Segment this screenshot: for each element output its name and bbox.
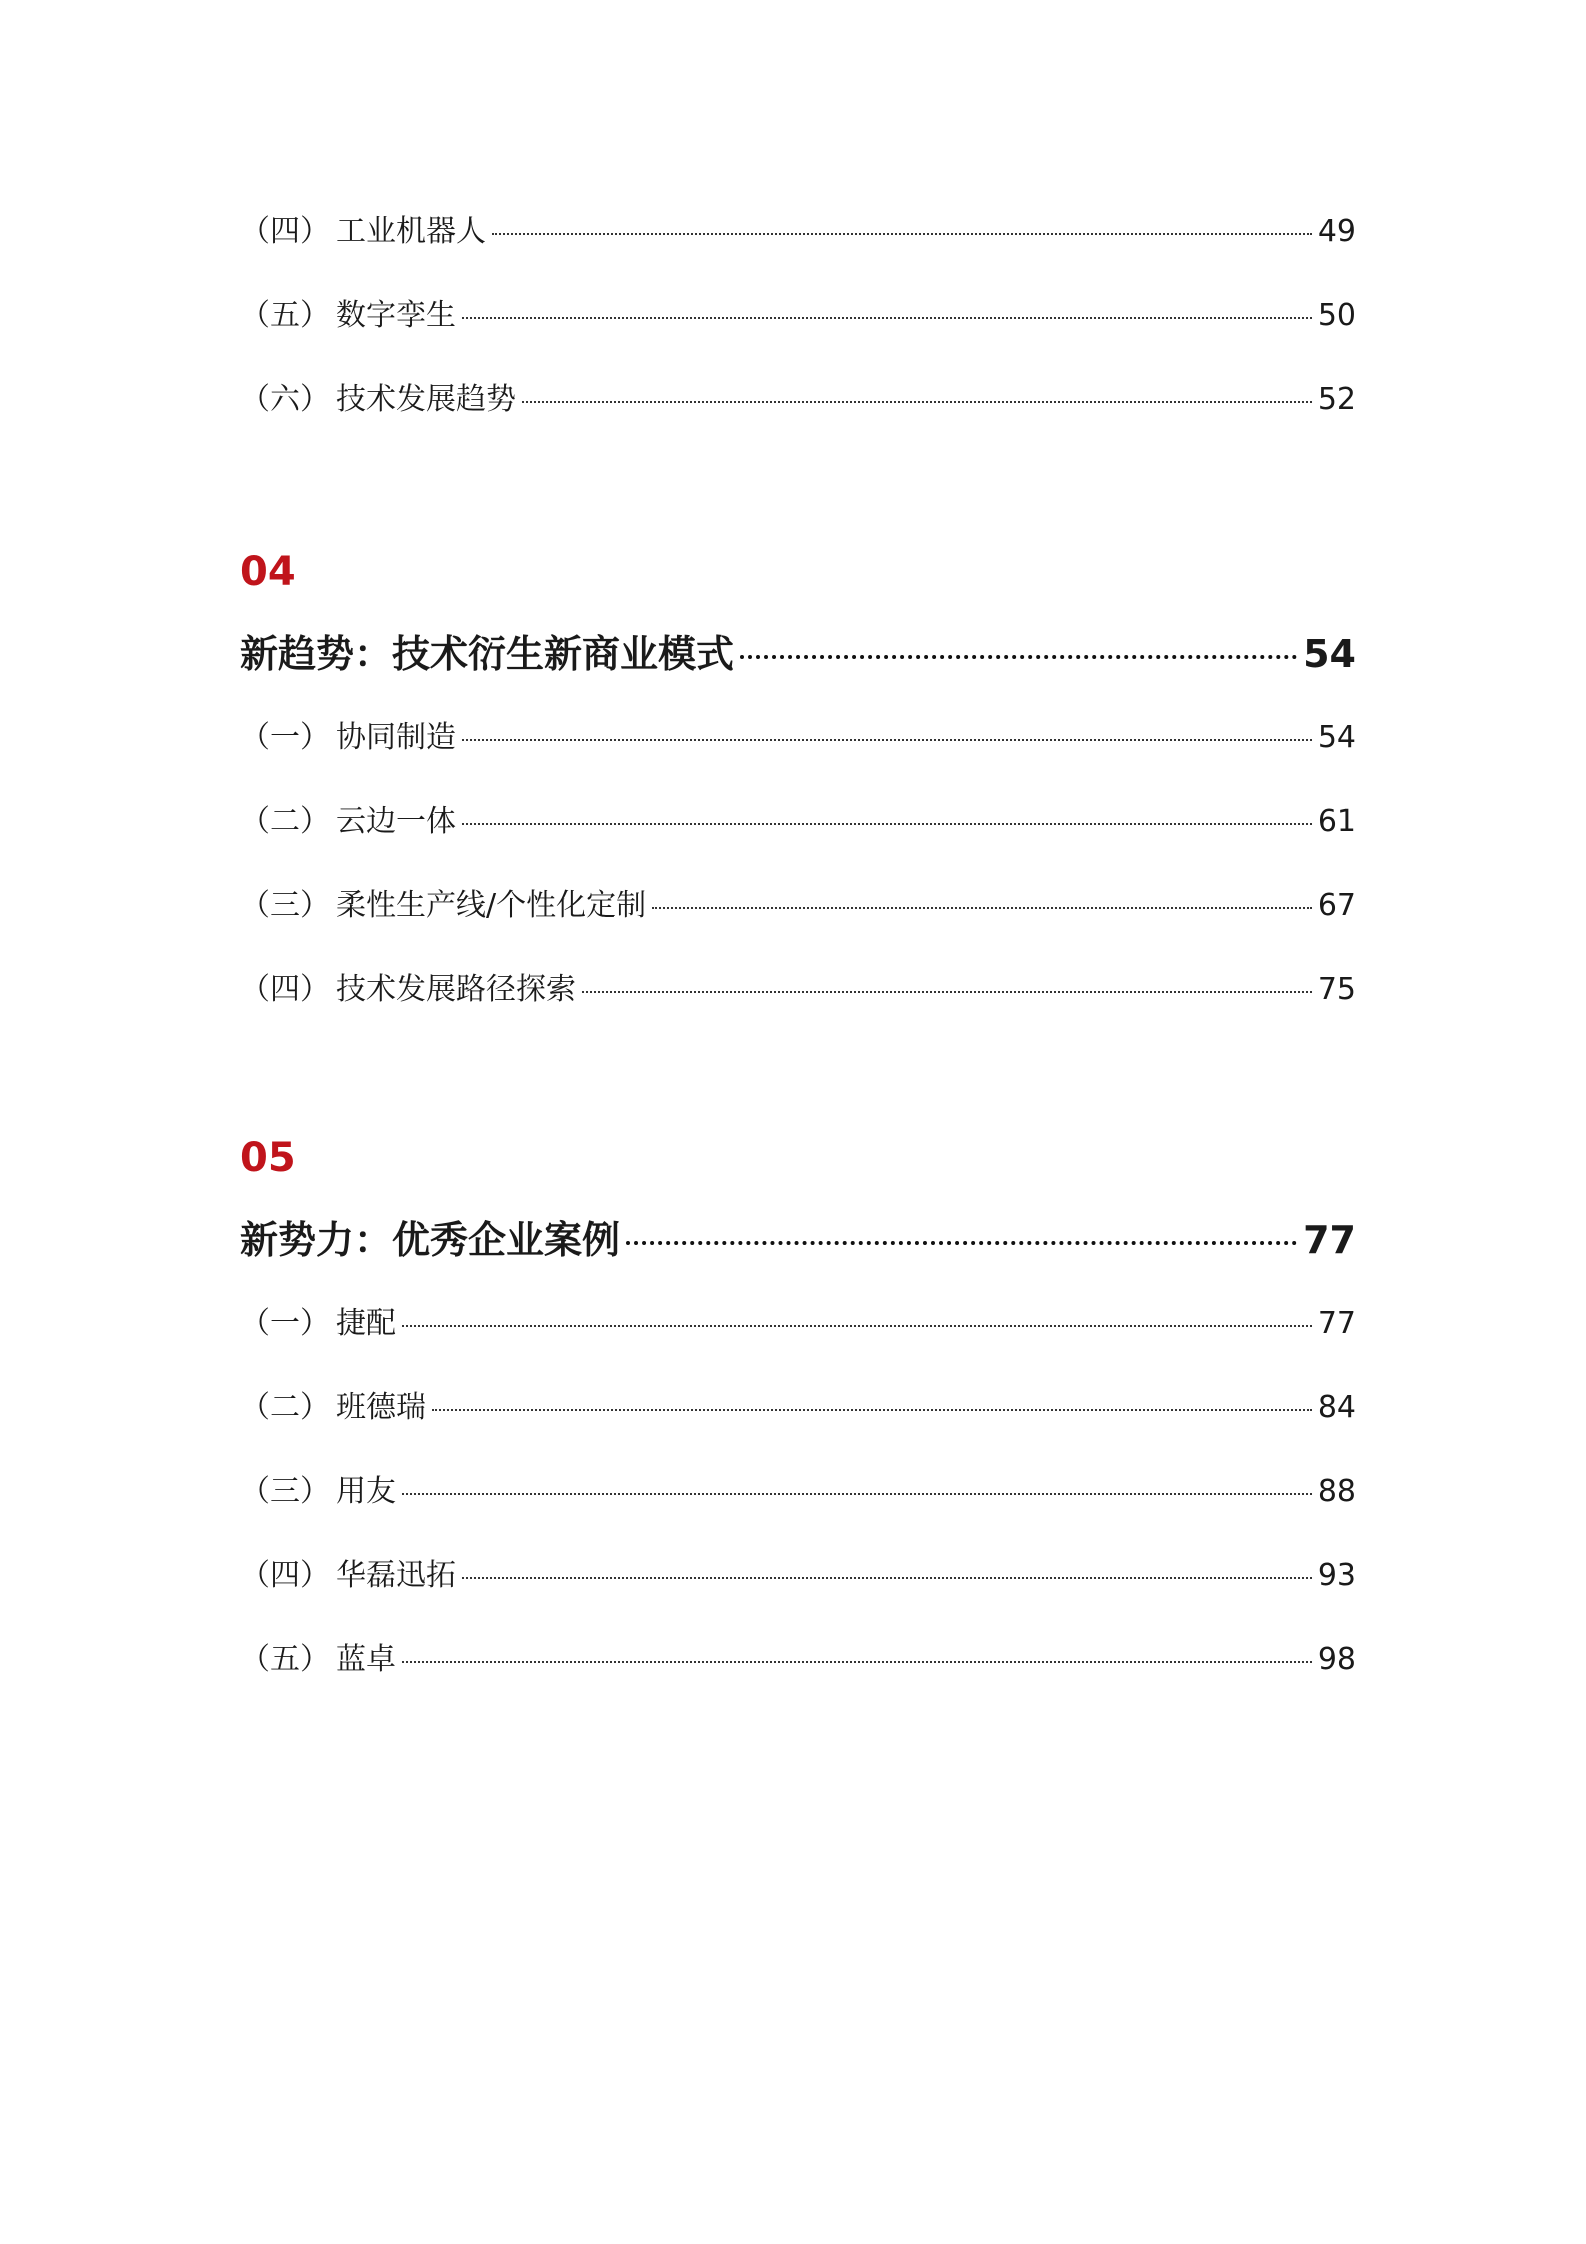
entry-title: 班德瑞 bbox=[336, 1390, 426, 1425]
entry-number: （四） bbox=[240, 1558, 330, 1593]
dot-leader bbox=[492, 233, 1312, 235]
toc-entry[interactable] bbox=[240, 970, 1356, 1010]
dot-leader bbox=[652, 907, 1312, 909]
toc-chapter-heading[interactable] bbox=[240, 630, 1356, 678]
entry-page: 93 bbox=[1317, 1558, 1356, 1593]
toc-entry[interactable] bbox=[240, 718, 1356, 758]
entry-number: （三） bbox=[240, 888, 330, 923]
toc-entry[interactable] bbox=[240, 1304, 1356, 1344]
entry-page: 50 bbox=[1317, 298, 1356, 333]
entry-number: （六） bbox=[240, 382, 330, 417]
entry-title: 技术发展趋势 bbox=[336, 382, 516, 417]
dot-leader bbox=[402, 1493, 1312, 1495]
entry-page: 84 bbox=[1317, 1390, 1356, 1425]
entry-number: （四） bbox=[240, 972, 330, 1007]
section-number: 04 bbox=[240, 549, 296, 595]
dot-leader bbox=[432, 1409, 1312, 1411]
entry-title: 协同制造 bbox=[336, 720, 456, 755]
entry-title: 华磊迅拓 bbox=[336, 1558, 456, 1593]
entry-number: （一） bbox=[240, 720, 330, 755]
chapter-title: 新势力：优秀企业案例 bbox=[240, 1218, 621, 1262]
entry-page: 75 bbox=[1317, 972, 1356, 1007]
toc-entry[interactable] bbox=[240, 802, 1356, 842]
dot-leader bbox=[402, 1325, 1312, 1327]
dot-leader bbox=[402, 1661, 1312, 1663]
entry-page: 61 bbox=[1317, 804, 1356, 839]
entry-page: 67 bbox=[1317, 888, 1356, 923]
chapter-title: 新趋势：技术衍生新商业模式 bbox=[240, 632, 735, 676]
entry-number: （一） bbox=[240, 1306, 330, 1341]
dot-leader bbox=[462, 317, 1312, 319]
dot-leader bbox=[740, 655, 1297, 659]
entry-page: 52 bbox=[1317, 382, 1356, 417]
entry-number: （二） bbox=[240, 804, 330, 839]
entry-title: 柔性生产线/个性化定制 bbox=[336, 888, 647, 923]
dot-leader bbox=[582, 991, 1312, 993]
entry-number: （二） bbox=[240, 1390, 330, 1425]
entry-number: （三） bbox=[240, 1474, 330, 1509]
chapter-page: 54 bbox=[1303, 632, 1356, 676]
dot-leader bbox=[522, 401, 1312, 403]
toc-entry[interactable] bbox=[240, 886, 1356, 926]
dot-leader bbox=[462, 739, 1312, 741]
entry-title: 用友 bbox=[336, 1474, 396, 1509]
toc-entry[interactable] bbox=[240, 296, 1356, 336]
toc-entry[interactable] bbox=[240, 1640, 1356, 1680]
toc-entry[interactable] bbox=[240, 1388, 1356, 1428]
toc-entry[interactable] bbox=[240, 212, 1356, 252]
entry-page: 88 bbox=[1317, 1474, 1356, 1509]
dot-leader bbox=[462, 823, 1312, 825]
entry-number: （五） bbox=[240, 1642, 330, 1677]
entry-title: 数字孪生 bbox=[336, 298, 456, 333]
dot-leader bbox=[462, 1577, 1312, 1579]
toc-entry[interactable] bbox=[240, 380, 1356, 420]
toc-entry[interactable] bbox=[240, 1472, 1356, 1512]
entry-title: 工业机器人 bbox=[336, 214, 486, 249]
entry-number: （五） bbox=[240, 298, 330, 333]
entry-page: 98 bbox=[1317, 1642, 1356, 1677]
entry-number: （四） bbox=[240, 214, 330, 249]
entry-title: 技术发展路径探索 bbox=[336, 972, 576, 1007]
entry-page: 54 bbox=[1317, 720, 1356, 755]
entry-title: 蓝卓 bbox=[336, 1642, 396, 1677]
entry-page: 49 bbox=[1317, 214, 1356, 249]
entry-title: 捷配 bbox=[336, 1306, 396, 1341]
chapter-page: 77 bbox=[1303, 1218, 1356, 1262]
toc-chapter-heading[interactable] bbox=[240, 1216, 1356, 1264]
toc-entry[interactable] bbox=[240, 1556, 1356, 1596]
dot-leader bbox=[626, 1241, 1297, 1245]
entry-title: 云边一体 bbox=[336, 804, 456, 839]
section-number: 05 bbox=[240, 1135, 296, 1181]
entry-page: 77 bbox=[1317, 1306, 1356, 1341]
